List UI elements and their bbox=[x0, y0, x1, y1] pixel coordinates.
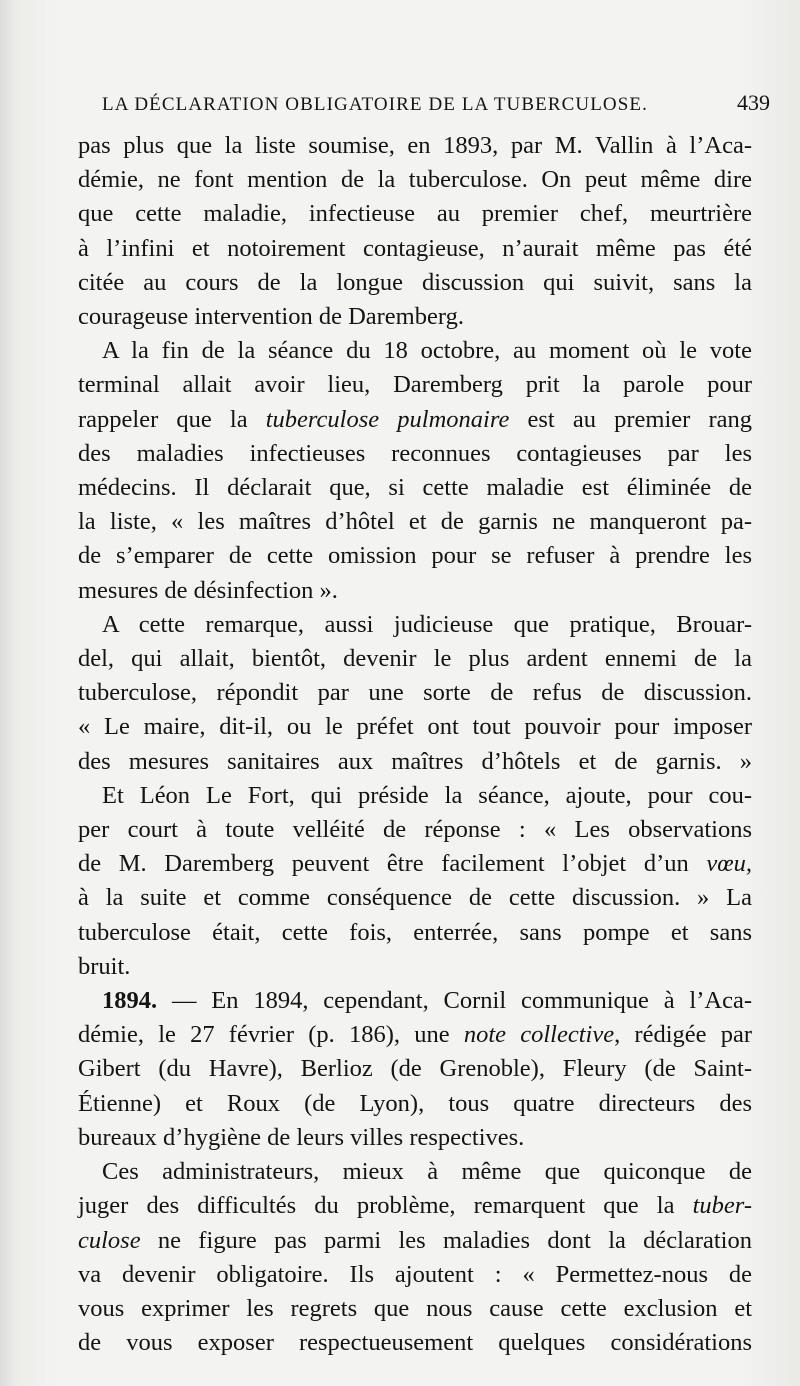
text-run: , rédigée par bbox=[614, 1021, 753, 1049]
text-line: bureaux d’hygiène de leurs villes respectives. bbox=[78, 1123, 525, 1151]
text-line: « Le maire, dit-il, ou le préfet ont tout pouvoir pour imposer bbox=[78, 713, 752, 741]
text-line: terminal allait avoir lieu, Daremberg prit la parole pour bbox=[78, 371, 752, 399]
text-line: per court à toute velléité de réponse : « Les observations bbox=[78, 816, 752, 844]
text-line bbox=[78, 1189, 752, 1223]
text-line: Étienne) et Roux (de Lyon), tous quatre directeurs des bbox=[78, 1089, 752, 1117]
running-title: LA DÉCLARATION OBLIGATOIRE DE LA TUBERCULOSE. bbox=[102, 94, 648, 115]
text-line: Gibert (du Havre), Berlioz (de Grenoble), Fleury (de Saint- bbox=[78, 1055, 752, 1083]
italic-term: vœu, bbox=[706, 850, 752, 878]
page-number: 439 bbox=[737, 90, 770, 115]
text-line: démie, ne font mention de la tuberculose. On peut même dire bbox=[78, 166, 752, 194]
text-run: est au premier rang bbox=[509, 405, 752, 433]
text-line: pas plus que la liste soumise, en 1893, par M. Vallin à l’Aca- bbox=[78, 132, 752, 159]
text-line: courageuse intervention de Daremberg. bbox=[78, 303, 464, 331]
italic-term: note collective bbox=[463, 1021, 615, 1049]
text-line bbox=[78, 403, 752, 437]
text-run: rappeler que la bbox=[78, 405, 266, 433]
text-line: A cette remarque, aussi judicieuse que pratique, Brouar- bbox=[102, 610, 752, 638]
text-line: médecins. Il déclarait que, si cette maladie est éliminée de bbox=[78, 474, 752, 502]
italic-term: tuber- bbox=[692, 1192, 752, 1220]
text-line: bruit. bbox=[78, 952, 131, 980]
text-run: ne figure pas parmi les maladies dont la déclaration bbox=[140, 1226, 752, 1254]
italic-term: tuberculose pulmonaire bbox=[265, 405, 510, 433]
text-line: tuberculose, répondit par une sorte de refus de discussion. bbox=[78, 679, 752, 707]
text-line: de s’emparer de cette omission pour se refuser à prendre les bbox=[78, 542, 752, 570]
paragraph bbox=[78, 779, 752, 984]
text-line bbox=[78, 1224, 752, 1258]
text-line: va devenir obligatoire. Ils ajoutent : « Permettez-nous de bbox=[78, 1260, 752, 1288]
text-line: de vous exposer respectueusement quelques considérations bbox=[78, 1329, 752, 1357]
paragraph bbox=[78, 608, 752, 779]
text-line: tuberculose était, cette fois, enterrée, sans pompe et sans bbox=[78, 918, 752, 946]
text-line: vous exprimer les regrets que nous cause cette exclusion et bbox=[78, 1294, 752, 1322]
italic-term: culose bbox=[78, 1226, 141, 1254]
text-line: la liste, « les maîtres d’hôtel et de garnis ne manqueront pa- bbox=[78, 508, 752, 536]
text-line bbox=[78, 847, 752, 881]
text-line: des maladies infectieuses reconnues contagieuses par les bbox=[78, 439, 752, 467]
text-run: démie, le 27 février (p. 186), une bbox=[78, 1021, 464, 1049]
text-line: A la fin de la séance du 18 octobre, au moment où le vote bbox=[102, 337, 752, 365]
text-run: — En 1894, cependant, Cornil communique à l’Aca- bbox=[157, 987, 752, 1015]
year-heading: 1894. bbox=[102, 987, 158, 1015]
paragraph bbox=[78, 984, 752, 1155]
paragraph bbox=[78, 334, 752, 608]
page-header bbox=[102, 90, 770, 116]
text-line: mesures de désinfection ». bbox=[78, 576, 338, 604]
text-line bbox=[78, 984, 752, 1018]
text-line: à la suite et comme conséquence de cette discussion. » La bbox=[78, 884, 752, 912]
text-run: juger des difficultés du problème, remarquent que la bbox=[78, 1192, 693, 1220]
text-line: à l’infini et notoirement contagieuse, n’aurait même pas été bbox=[78, 234, 752, 262]
text-line: del, qui allait, bientôt, devenir le plus ardent ennemi de la bbox=[78, 645, 752, 673]
text-line bbox=[78, 1018, 752, 1052]
paragraph bbox=[78, 129, 752, 334]
text-run: de M. Daremberg peuvent être facilement l’objet d’un bbox=[78, 850, 707, 878]
text-line: que cette maladie, infectieuse au premier chef, meurtrière bbox=[78, 200, 752, 228]
body-text bbox=[78, 129, 752, 1360]
text-line: des mesures sanitaires aux maîtres d’hôtels et de garnis. » bbox=[78, 747, 752, 775]
paragraph bbox=[78, 1155, 752, 1360]
text-line: Et Léon Le Fort, qui préside la séance, ajoute, pour cou- bbox=[102, 781, 752, 809]
text-line: Ces administrateurs, mieux à même que quiconque de bbox=[102, 1158, 752, 1186]
text-line: citée au cours de la longue discussion qui suivit, sans la bbox=[78, 268, 752, 296]
